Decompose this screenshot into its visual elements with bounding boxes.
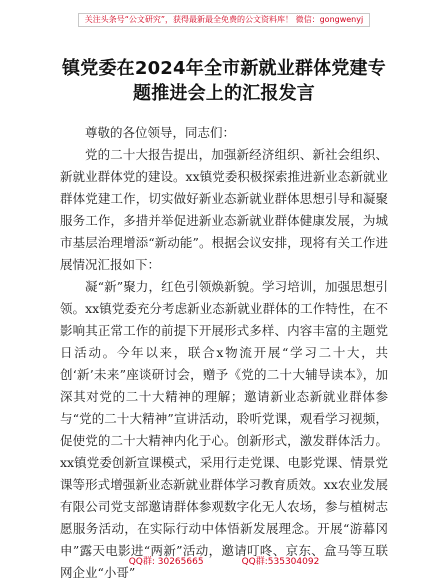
promo-text: 关注头条号“公文研究”，获得最新最全免费的公文资料库！ 微信：gongwenyj [78, 13, 370, 27]
salutation: 尊敬的各位领导，同志们： [85, 125, 236, 140]
document-title: 镇党委在2024年全市新就业群体党建专题推进会上的汇报发言 [62, 58, 386, 104]
qq-group-2: QQ群:535304092 [241, 557, 320, 567]
document-body [60, 122, 388, 584]
qq-group-1: QQ群: 30265665 [128, 557, 204, 567]
paragraph-section-1: 凝“新”聚力，红色引领焕新貌。学习培训，加强思想引领。xx镇党委充分考虑新业态新就业群体的工作特性，在不影响其正常工作的前提下开展形式多样、内容丰富的主题党日活动。今年以来，联合x物流开展“学习二十大，共创‘新’未来”座谈研讨会，赠予《党的二十大辅导读本》，加深其对党的二十大精神的理解；邀请新业态新就业群体参与“党的二十大精神”宣讲活动，聆听党课，观看学习视频，促使党的二十大精神内化于心。创新形式，激发群体活力。xx镇党委创新宣课模式，采用行走党课、电影党课、情景党课等形式增强新业态新就业群体学习教育质效。xx农业发展有限公司党支部邀请群体参观数字化无人农场，参与植树志愿服务活动，在实际行动中体悟新发展理念。开展“游幕冈申”露天电影进“两新”活动，邀请叮咚、京东、盒马等互联网企业“小哥” [60, 279, 388, 580]
paragraph-intro: 党的二十大报告提出，加强新经济组织、新社会组织、新就业群体党的建设。xx镇党委积极探索推进新业态新就业群体党建工作，切实做好新业态新就业群体思想引导和凝聚服务工作，多措并举促进新业态新就业群体健康发展，为城市基层治理增添“新动能”。根据会议安排，现将有关工作进展情况汇报如下： [60, 147, 388, 272]
footer [0, 554, 448, 567]
top-banner [0, 7, 448, 33]
